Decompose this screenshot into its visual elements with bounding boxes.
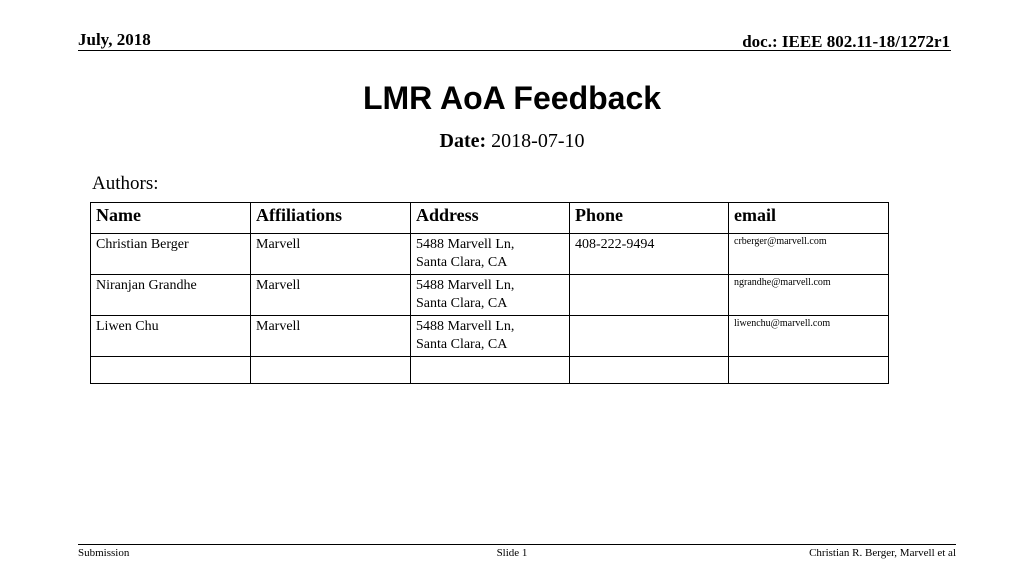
- footer-divider: [78, 544, 956, 545]
- column-header-email: email: [729, 203, 889, 234]
- author-email: ngrandhe@marvell.com: [729, 275, 889, 316]
- slide-title: LMR AoA Feedback: [362, 80, 662, 116]
- empty-cell: [251, 357, 411, 384]
- footer-slide-number: Slide 1: [496, 547, 528, 559]
- author-email: crberger@marvell.com: [729, 234, 889, 275]
- authors-table: [90, 202, 889, 384]
- address-line-2: Santa Clara, CA: [416, 296, 508, 311]
- empty-cell: [570, 357, 729, 384]
- address-line-2: Santa Clara, CA: [416, 255, 508, 270]
- date-label: Date:: [439, 130, 487, 152]
- author-address: [411, 316, 570, 357]
- date-line: [0, 130, 1024, 153]
- column-header-address: Address: [411, 203, 570, 234]
- author-phone: 408-222-9494: [570, 234, 729, 275]
- date-value: 2018-07-10: [491, 130, 585, 152]
- table-row: [91, 316, 889, 357]
- authors-label: Authors:: [92, 173, 159, 194]
- empty-cell: [91, 357, 251, 384]
- header-doc-number: doc.: IEEE 802.11-18/1272r1: [742, 32, 950, 51]
- empty-cell: [729, 357, 889, 384]
- author-address: [411, 234, 570, 275]
- author-name: Niranjan Grandhe: [91, 275, 251, 316]
- empty-cell: [411, 357, 570, 384]
- header-divider: [78, 50, 951, 51]
- author-affiliation: Marvell: [251, 316, 411, 357]
- column-header-name: Name: [91, 203, 251, 234]
- author-affiliation: Marvell: [251, 234, 411, 275]
- author-name: Christian Berger: [91, 234, 251, 275]
- author-affiliation: Marvell: [251, 275, 411, 316]
- author-name: Liwen Chu: [91, 316, 251, 357]
- author-phone: [570, 316, 729, 357]
- address-line-1: 5488 Marvell Ln,: [416, 278, 515, 293]
- table-row-empty: [91, 357, 889, 384]
- address-line-1: 5488 Marvell Ln,: [416, 237, 515, 252]
- column-header-affiliations: Affiliations: [251, 203, 411, 234]
- address-line-1: 5488 Marvell Ln,: [416, 319, 515, 334]
- table-row: [91, 234, 889, 275]
- column-header-phone: Phone: [570, 203, 729, 234]
- author-address: [411, 275, 570, 316]
- table-header-row: [91, 203, 889, 234]
- header-date: July, 2018: [78, 30, 151, 49]
- footer-authors: Christian R. Berger, Marvell et al: [809, 547, 956, 559]
- table-row: [91, 275, 889, 316]
- address-line-2: Santa Clara, CA: [416, 337, 508, 352]
- footer-submission: Submission: [78, 547, 130, 559]
- author-email: liwenchu@marvell.com: [729, 316, 889, 357]
- author-phone: [570, 275, 729, 316]
